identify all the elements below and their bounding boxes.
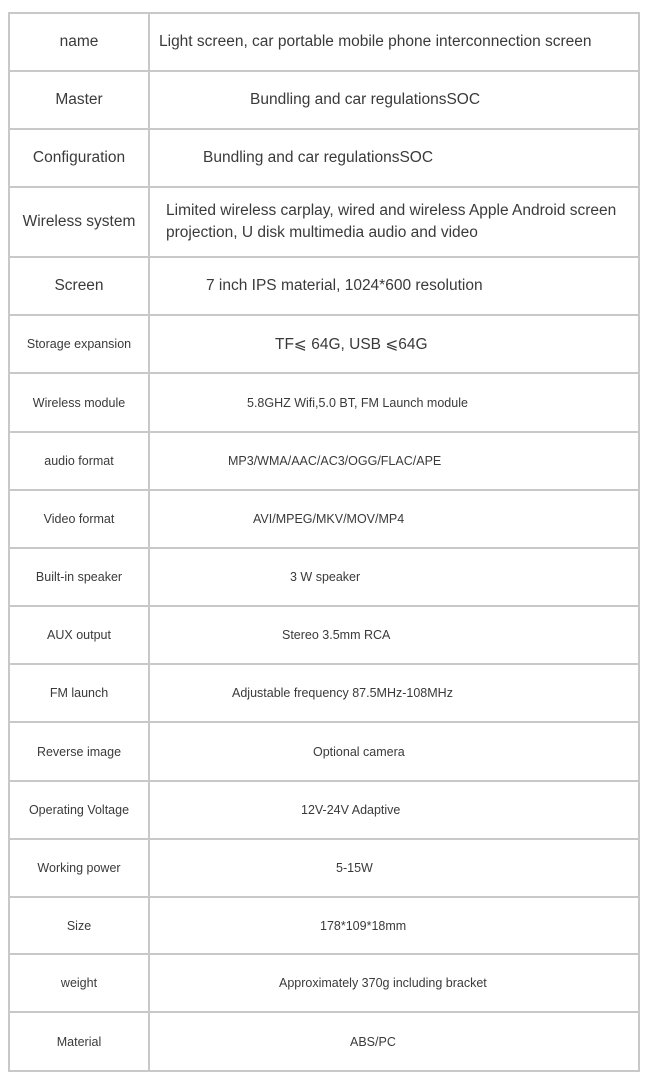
row-label: Built-in speaker: [9, 548, 149, 606]
row-label: weight: [9, 954, 149, 1012]
row-value: 5-15W: [149, 839, 639, 897]
row-value: Approximately 370g including bracket: [149, 954, 639, 1012]
row-label: Master: [9, 71, 149, 129]
row-value: AVI/MPEG/MKV/MOV/MP4: [149, 490, 639, 548]
table-row: [9, 548, 639, 606]
table-row: [9, 13, 639, 71]
table-row: [9, 781, 639, 839]
row-label: Screen: [9, 257, 149, 315]
table-row: [9, 954, 639, 1012]
row-label: Storage expansion: [9, 315, 149, 373]
row-value: Bundling and car regulationsSOC: [149, 129, 639, 187]
row-value: 178*109*18mm: [149, 897, 639, 954]
table-row: [9, 839, 639, 897]
row-label: Size: [9, 897, 149, 954]
row-label: Video format: [9, 490, 149, 548]
table-row: [9, 432, 639, 490]
table-row: [9, 664, 639, 722]
row-value: 3 W speaker: [149, 548, 639, 606]
table-row: [9, 257, 639, 315]
row-value: MP3/WMA/AAC/AC3/OGG/FLAC/APE: [149, 432, 639, 490]
table-row: [9, 129, 639, 187]
table-row: [9, 606, 639, 664]
row-label: name: [9, 13, 149, 71]
table-row: [9, 490, 639, 548]
row-label: Working power: [9, 839, 149, 897]
spec-table: [8, 12, 640, 1072]
row-label: Operating Voltage: [9, 781, 149, 839]
row-label: Configuration: [9, 129, 149, 187]
table-row: [9, 187, 639, 257]
row-label: Material: [9, 1012, 149, 1071]
row-label: Wireless system: [9, 187, 149, 257]
row-value: Stereo 3.5mm RCA: [149, 606, 639, 664]
row-value: Bundling and car regulationsSOC: [149, 71, 639, 129]
row-value: TF⩽ 64G, USB ⩽64G: [149, 315, 639, 373]
table-row: [9, 315, 639, 373]
row-value: 5.8GHZ Wifi,5.0 BT, FM Launch module: [149, 373, 639, 432]
row-label: Wireless module: [9, 373, 149, 432]
table-row: [9, 71, 639, 129]
table-row: [9, 897, 639, 954]
row-value: Limited wireless carplay, wired and wireless Apple Android screen projection, U disk multimedia audio and video: [149, 187, 639, 257]
row-value: ABS/PC: [149, 1012, 639, 1071]
row-value: Light screen, car portable mobile phone interconnection screen: [149, 13, 639, 71]
row-label: Reverse image: [9, 722, 149, 781]
table-row: [9, 373, 639, 432]
row-label: audio format: [9, 432, 149, 490]
row-value: Optional camera: [149, 722, 639, 781]
row-value: Adjustable frequency 87.5MHz-108MHz: [149, 664, 639, 722]
row-value: 7 inch IPS material, 1024*600 resolution: [149, 257, 639, 315]
row-label: AUX output: [9, 606, 149, 664]
row-value: 12V-24V Adaptive: [149, 781, 639, 839]
table-row: [9, 722, 639, 781]
table-row: [9, 1012, 639, 1071]
row-label: FM launch: [9, 664, 149, 722]
